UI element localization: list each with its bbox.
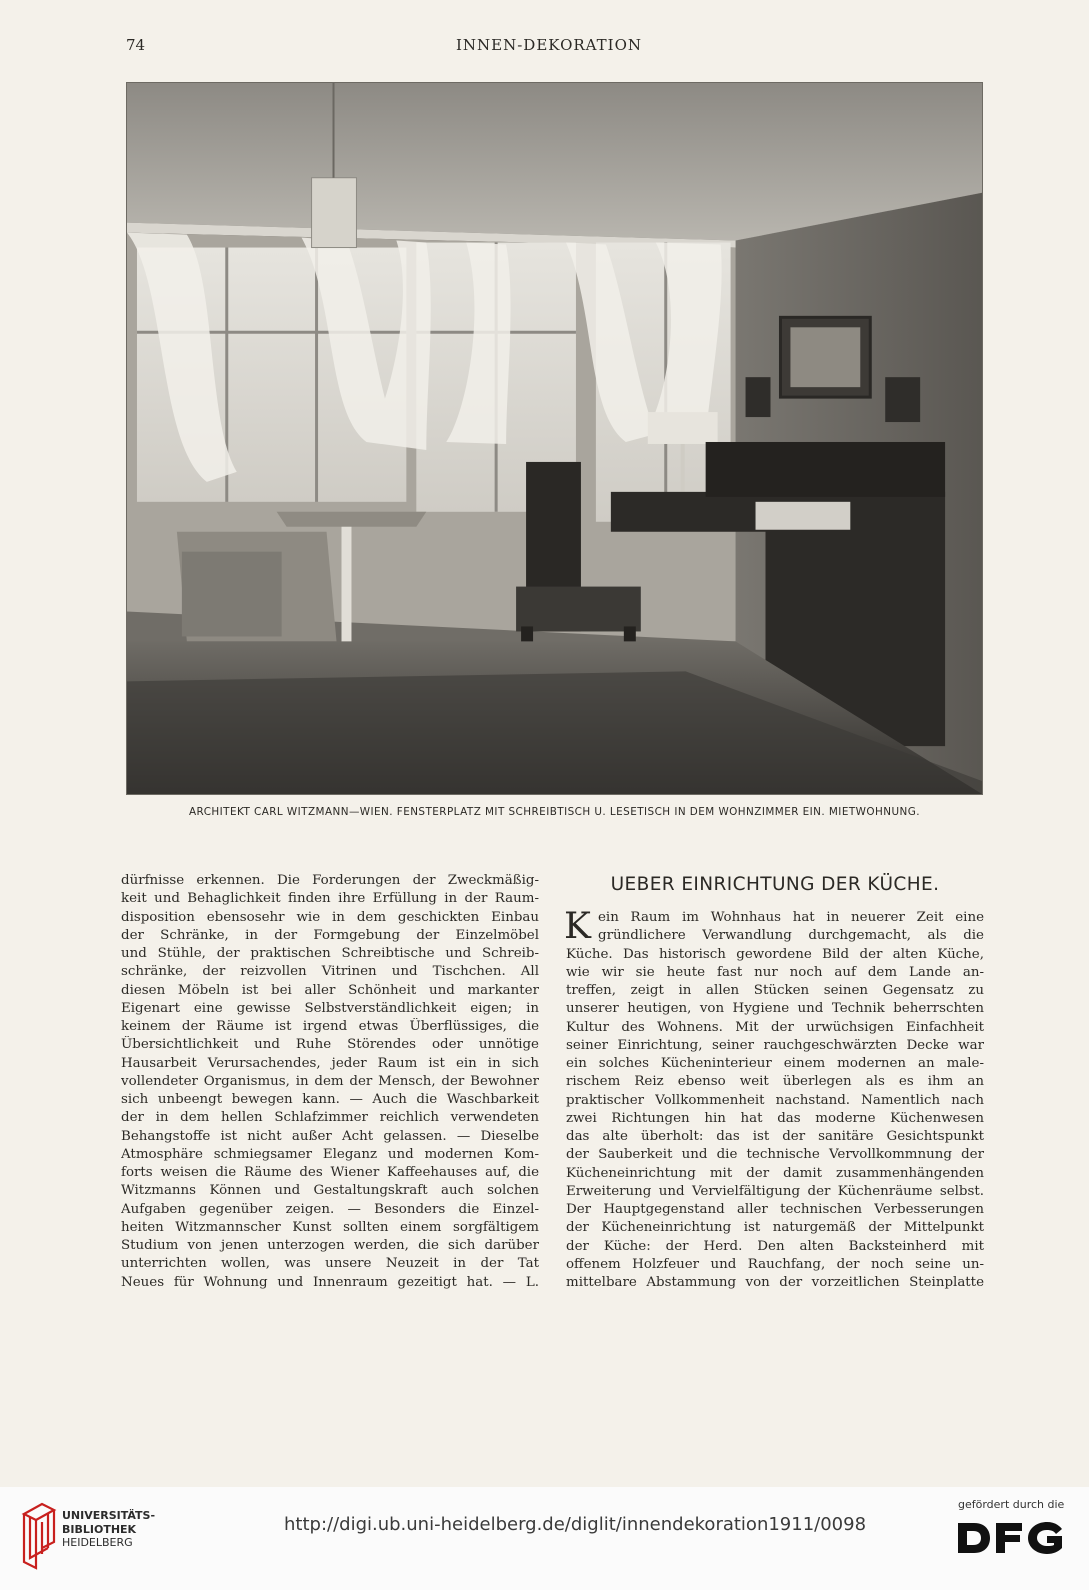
text-line: der Kücheneinrichtung ist naturgemäß der Mittelpunkt: [566, 1220, 984, 1236]
section-heading: UEBER EINRICHTUNG DER KÜCHE.: [610, 874, 940, 895]
text-line: Kücheneinrichtung mit der damit zusammenhängenden: [566, 1165, 984, 1181]
library-name-line: BIBLIOTHEK: [62, 1522, 137, 1536]
text-line: vollendeter Organismus, in dem der Mensch, der Bewohner: [121, 1073, 539, 1089]
text-line: gründlichere Verwandlung durchgemacht, als die: [598, 928, 984, 944]
text-line: das alte überholt: das ist der sanitäre Gesichtspunkt: [566, 1129, 984, 1144]
text-line: keinem der Räume ist irgend etwas Überflüssiges, die: [121, 1019, 539, 1034]
page-number: 74: [126, 36, 146, 54]
text-line: Eigenart eine gewisse Selbstverständlichkeit eigen; in: [121, 1000, 539, 1016]
text-line: der Küche: der Herd. Den alten Backsteinherd mit: [566, 1238, 984, 1254]
text-line: ein Raum im Wohnhaus hat in neuerer Zeit eine: [598, 910, 984, 925]
text-line: unserer heutigen, von Hygiene und Technik beherrschten: [566, 1001, 984, 1017]
running-title: INNEN-DEKORATION: [455, 36, 643, 54]
text-line: Küche. Das historisch gewordene Bild der alten Küche,: [566, 946, 984, 962]
photo-caption: ARCHITEKT CARL WITZMANN—WIEN. FENSTERPLATZ MIT SCHREIBTISCH U. LESETISCH IN DEM WOHNZIMMER EIN. MIETWOHNUNG.: [188, 806, 921, 818]
text-line: heiten Witzmannscher Kunst sollten einem sorgfältigem: [121, 1219, 539, 1235]
right-text-column: [564, 906, 984, 1292]
text-line: disposition ebensosehr wie in dem geschickten Einbau: [121, 909, 539, 925]
library-name-line: HEIDELBERG: [62, 1536, 133, 1549]
funded-by-label: gefördert durch die: [958, 1498, 1065, 1511]
library-name-line: UNIVERSITÄTS-: [62, 1509, 156, 1522]
source-url-link[interactable]: http://digi.ub.uni-heidelberg.de/diglit/innendekoration1911/0098: [284, 1514, 867, 1535]
text-line: Aufgaben gegenüber zeigen. — Besonders die Einzel-: [121, 1201, 539, 1217]
text-line: der in dem hellen Schlafzimmer reichlich verwendeten: [121, 1110, 539, 1126]
library-name: [62, 1509, 155, 1550]
text-line: Witzmanns Können und Gestaltungskraft auch solchen: [121, 1183, 539, 1199]
text-line: dürfnisse erkennen. Die Forderungen der Zweckmäßig-: [121, 873, 539, 888]
text-line: keit und Behaglichkeit finden ihre Erfüllung in der Raum-: [121, 891, 539, 907]
text-line: mittelbare Abstammung von der vorzeitlichen Steinplatte: [566, 1275, 984, 1290]
text-line: der Sauberkeit und die technische Vervollkommnung der: [566, 1147, 984, 1163]
digitization-footer: [0, 1487, 1089, 1590]
text-line: zwei Richtungen hin hat das moderne Küchenwesen: [566, 1110, 984, 1126]
text-line: treffen, zeigt in allen Stücken seinen Gegensatz zu: [566, 983, 984, 998]
text-line: seiner Einrichtung, seiner rauchgeschwärzten Decke war: [566, 1037, 984, 1053]
text-line: ein solches Kücheninterieur einem modernen an male-: [566, 1056, 984, 1071]
room-photo-illustration: [127, 83, 982, 794]
text-line: Erweiterung und Vervielfältigung der Küchenräume selbst.: [566, 1183, 984, 1199]
text-line: und Stühle, der praktischen Schreibtische und Schreib-: [121, 946, 539, 961]
left-text-column: [121, 872, 539, 1292]
text-line: Kultur des Wohnens. Mit der urwüchsigen Einfachheit: [566, 1019, 984, 1035]
text-line: der Schränke, in der Formgebung der Einzelmöbel: [121, 927, 539, 943]
text-line: unterrichten wollen, was unsere Neuzeit in der Tat: [121, 1256, 539, 1272]
page-header: [126, 36, 972, 60]
text-line: Hausarbeit Verursachendes, jeder Raum ist ein in sich: [121, 1055, 539, 1071]
drop-cap: K: [564, 906, 591, 947]
text-line: Atmosphäre schmiegsamer Eleganz und modernen Kom-: [121, 1146, 539, 1162]
text-line: sich unbeengt bewegen kann. — Auch die Waschbarkeit: [121, 1092, 539, 1107]
text-line: Neues für Wohnung und Innenraum gezeitigt hat. — L.: [121, 1274, 539, 1290]
ub-heidelberg-logo-icon: [20, 1500, 58, 1572]
text-line: offenem Holzfeuer und Rauchfang, der noch seine un-: [566, 1256, 984, 1272]
text-line: schränke, der reizvollen Vitrinen und Tischchen. All: [121, 964, 539, 980]
text-line: Übersichtlichkeit und Ruhe Störendes oder unnötige: [121, 1037, 539, 1053]
text-line: forts weisen die Räume des Wiener Kaffeehauses auf, die: [121, 1165, 539, 1180]
text-line: rischem Reiz ebenso weit überlegen als es ihm an: [566, 1074, 984, 1090]
text-line: Der Hauptgegenstand aller technischen Verbesserungen: [566, 1202, 984, 1217]
text-line: diesen Möbeln ist bei aller Schönheit und markanter: [121, 982, 539, 998]
interior-photograph: [126, 82, 983, 795]
text-line: Behangstoffe ist nicht außer Acht gelassen. — Dieselbe: [121, 1128, 539, 1144]
text-line: Studium von jenen unterzogen werden, die sich darüber: [121, 1238, 539, 1253]
text-line: praktischer Vollkommenheit nachstand. Namentlich nach: [566, 1092, 984, 1108]
dfg-logo-icon: [954, 1517, 1066, 1559]
text-line: wie wir sie heute fast nur noch auf dem Lande an-: [566, 964, 984, 980]
